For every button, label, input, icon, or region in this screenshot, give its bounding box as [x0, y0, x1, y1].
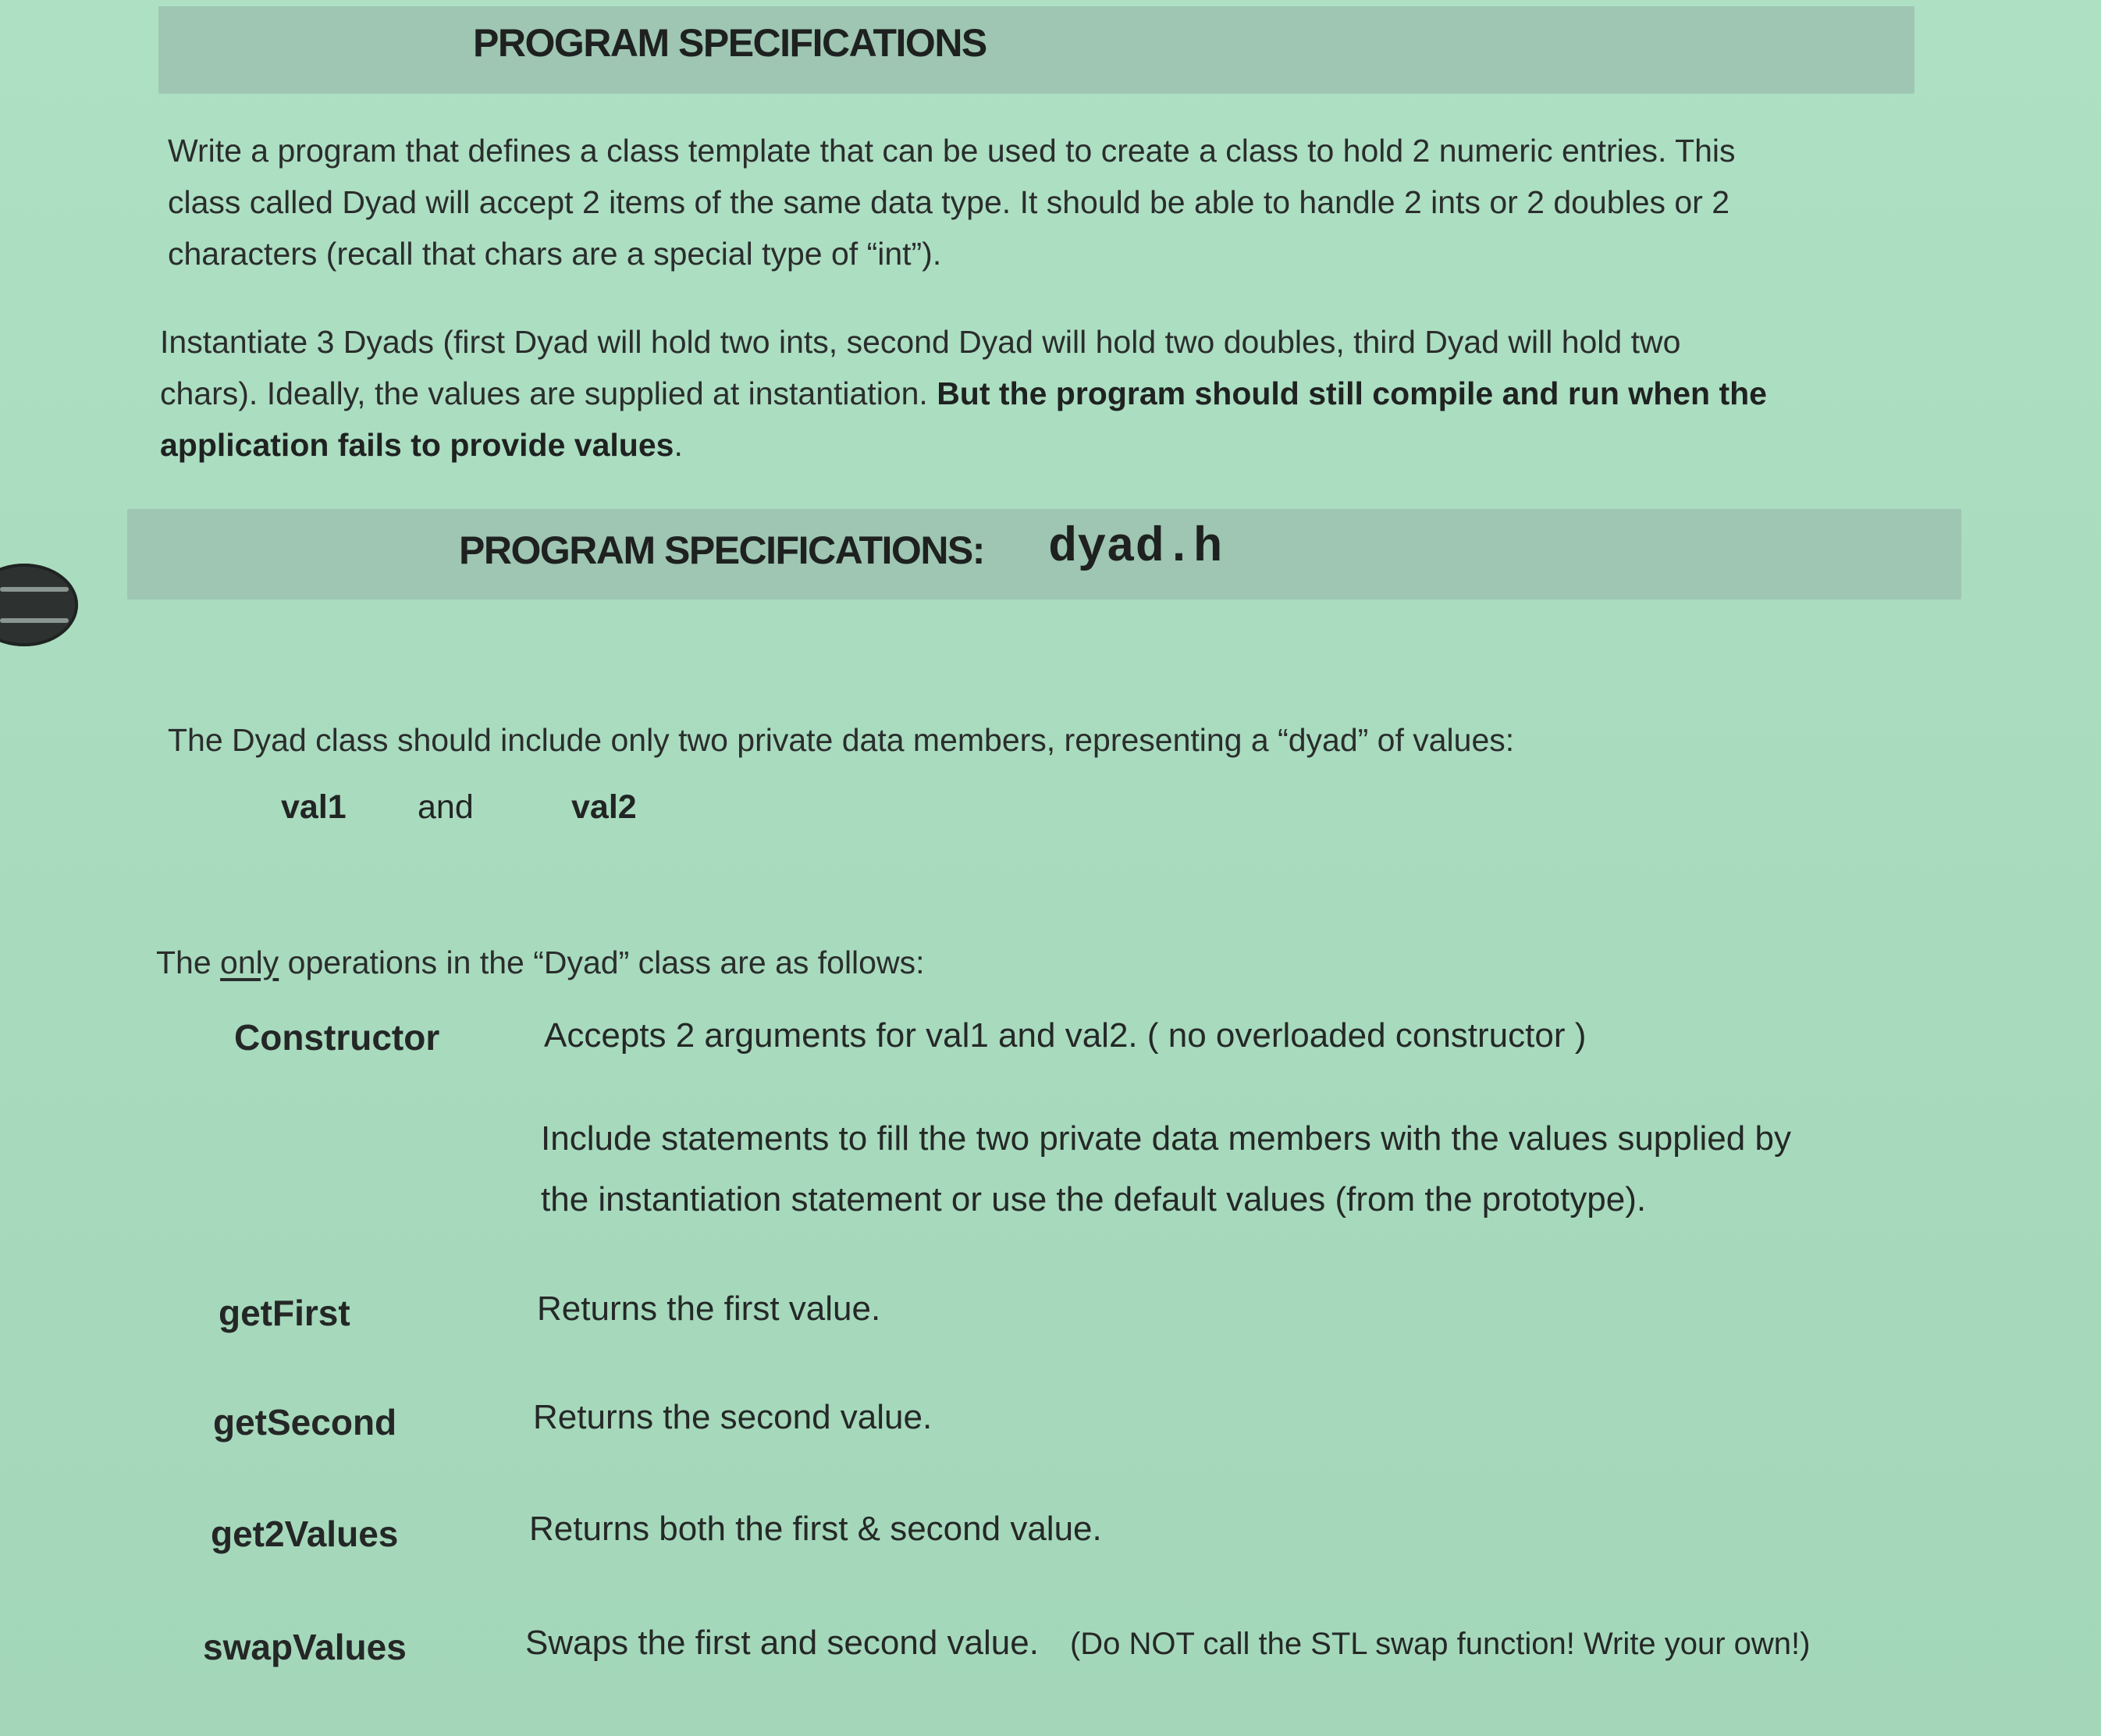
instantiate-line: Instantiate 3 Dyads (first Dyad will hold two ints, second Dyad will hold two doubles, third Dyad will hold two — [160, 324, 1681, 360]
member-val2: val2 — [571, 788, 637, 826]
instantiate-text: chars). Ideally, the values are supplied at instantiation. — [160, 375, 937, 411]
instantiate-line — [160, 419, 1767, 471]
operation-name-constructor: Constructor — [234, 1017, 440, 1058]
binder-hole-edge — [0, 618, 69, 623]
section-header-banner — [158, 6, 1914, 94]
operation-desc-getfirst: Returns the first value. — [537, 1290, 881, 1328]
intro-line: class called Dyad will accept 2 items of the same data type. It should be able to handle 2 ints or 2 doubles or 2 — [168, 184, 1730, 220]
instantiate-emphasis: application fails to provide values — [160, 427, 674, 463]
instantiate-line — [160, 368, 1767, 419]
instantiate-emphasis: But the program should still compile and run when the — [937, 375, 1767, 411]
dyad-header-title: PROGRAM SPECIFICATIONS: — [459, 528, 984, 572]
binder-hole — [0, 564, 78, 646]
operation-desc-constructor-detail — [541, 1108, 1791, 1230]
operation-name-get2values: get2Values — [211, 1514, 399, 1554]
member-val1: val1 — [281, 788, 347, 826]
operation-name-getsecond: getSecond — [213, 1402, 397, 1443]
swap-desc-note: (Do NOT call the STL swap function! Write your own!) — [1069, 1627, 1811, 1661]
binder-hole-edge — [0, 587, 69, 592]
operation-desc-constructor: Accepts 2 arguments for val1 and val2. ( no overloaded constructor ) — [544, 1016, 1587, 1055]
intro-line: characters (recall that chars are a special type of “int”). — [168, 236, 942, 272]
operation-desc-swapvalues — [525, 1613, 1810, 1674]
operations-heading-underlined: only — [220, 944, 279, 980]
intro-paragraph — [168, 125, 1736, 279]
dyad-class-description: The Dyad class should include only two private data members, representing a “dyad” of values: — [168, 722, 1515, 758]
instantiate-period: . — [674, 427, 683, 463]
operation-name-getfirst: getFirst — [219, 1293, 350, 1333]
swap-desc-text: Swaps the first and second value. — [525, 1624, 1039, 1662]
constructor-detail-line: Include statements to fill the two private data members with the values supplied by — [541, 1119, 1791, 1158]
operation-desc-getsecond: Returns the second value. — [533, 1398, 933, 1436]
dyad-header-banner — [127, 509, 1961, 599]
operation-desc-get2values: Returns both the first & second value. — [529, 1510, 1102, 1548]
member-and: and — [418, 788, 474, 826]
operations-heading — [156, 937, 924, 988]
operation-name-swapvalues: swapValues — [203, 1627, 407, 1667]
dyad-header-filename: dyad.h — [1048, 520, 1223, 575]
operations-heading-end: operations in the “Dyad” class are as follows: — [279, 944, 925, 980]
constructor-detail-line: the instantiation statement or use the default values (from the prototype). — [541, 1180, 1647, 1218]
operations-heading-start: The — [156, 944, 221, 980]
intro-line: Write a program that defines a class template that can be used to create a class to hold 2 numeric entries. This — [168, 133, 1736, 169]
instantiate-paragraph — [160, 316, 1767, 471]
section-header-title: PROGRAM SPECIFICATIONS — [473, 21, 987, 65]
